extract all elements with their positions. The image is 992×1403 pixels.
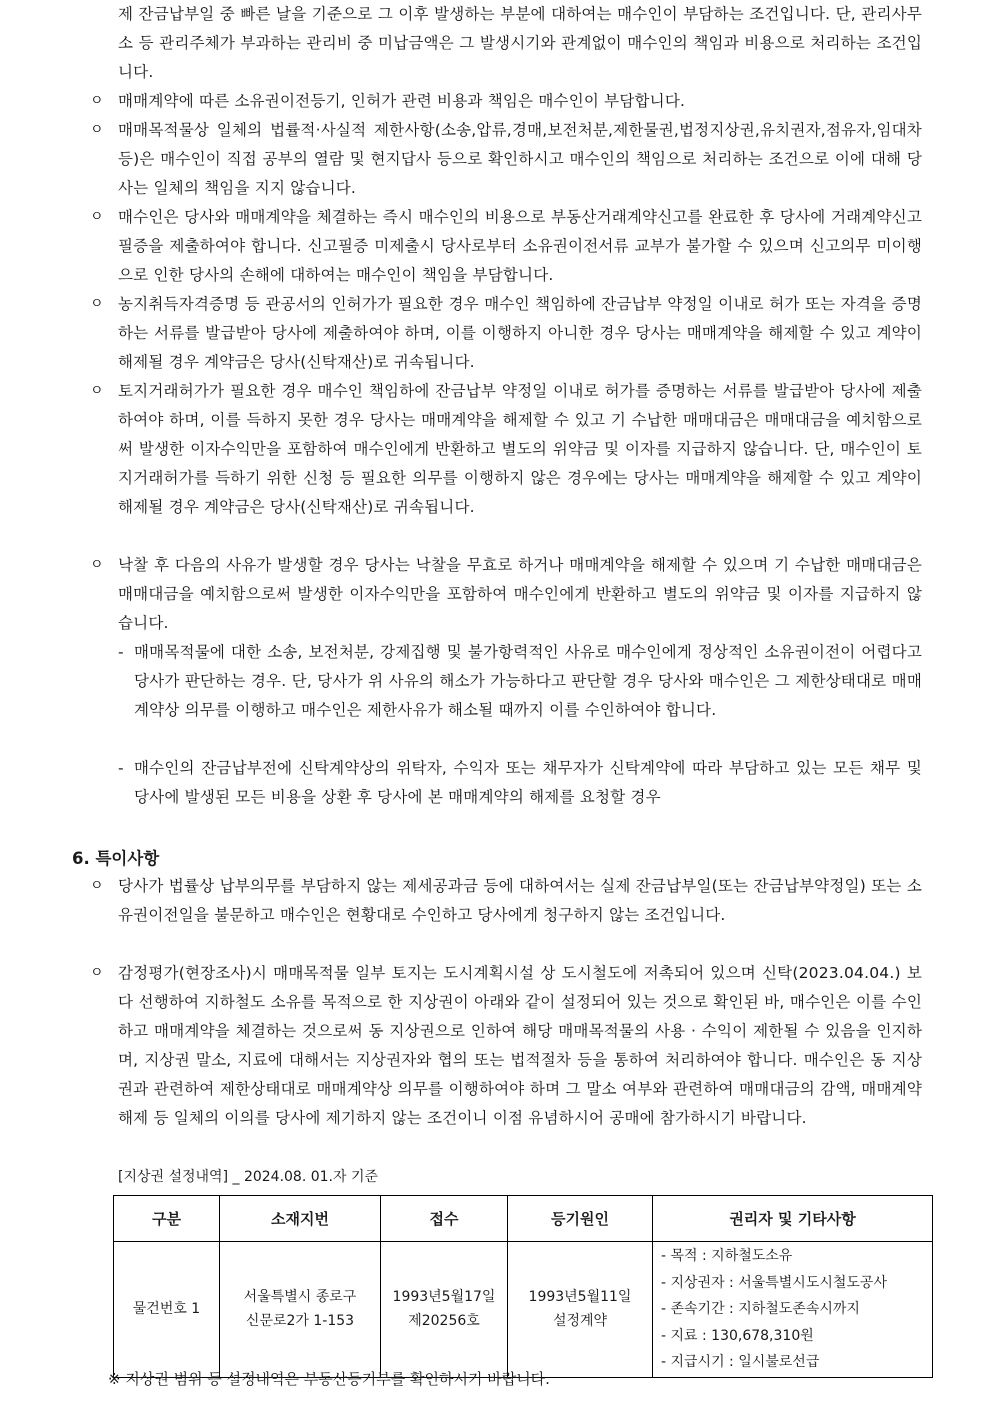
header-rights: 권리자 및 기타사항 [653, 1196, 933, 1242]
rights-item: - 지급시기 : 일시불로선급 [661, 1354, 820, 1370]
dash-marker: - [118, 759, 124, 777]
paragraph-transfer-costs: 매매계약에 따른 소유권이전등기, 인허가 관련 비용과 책임은 매수인이 부담합니다. [118, 92, 686, 110]
cell-category: 물건번호 1 [114, 1242, 220, 1378]
paragraph-farmland-certificate: 농지취득자격증명 등 관공서의 인허가가 필요한 경우 매수인 책임하에 잔금납부 약정일 이내로 허가 또는 자격을 증명하는 서류를 발급받아 당사에 제출하여야 하며, 이를 이행하지 아니한 경우 당사는 매매계약을 해제할 수 있고 계약이 해제될 경우 계약금은 당사(신탁재산)로 귀속됩니다. [118, 295, 922, 371]
subitem-litigation: 매매목적물에 대한 소송, 보전처분, 강제집행 및 불가항력적인 사유로 매수인에게 정상적인 소유권이전이 어렵다고 당사가 판단하는 경우. 단, 당사가 위 사유의 해소가 가능하다고 판단할 경우 당사와 매수인은 그 제한상태대로 매매계약상 의무를 이행하고 매수인은 제한사유가 해소될 때까지 이를 수인하여야 합니다. [134, 643, 922, 719]
receipt-number: 제20256호 [408, 1313, 480, 1330]
footnote: ※ 지상권 범위 등 설정내역은 부동산등기부를 확인하시기 바랍니다. [108, 1370, 550, 1388]
paragraph-transaction-report: 매수인은 당사와 매매계약을 체결하는 즉시 매수인의 비용으로 부동산거래계약신고를 완료한 후 당사에 거래계약신고필증을 제출하여야 합니다. 신고필증 미제출시 당사로부터 소유권이전서류 교부가 불가할 수 있으며 신고의무 미이행으로 인한 당사의 손해에 대하여는 매수인이 책임을 부담합니다. [118, 208, 922, 284]
paragraph-continuation: 제 잔금납부일 중 빠른 날을 기준으로 그 이후 발생하는 부분에 대하여는 매수인이 부담하는 조건입니다. 단, 관리사무소 등 관리주체가 부과하는 관리비 중 미납금액은 그 발생시기와 관계없이 매수인의 책임과 비용으로 처리하는 조건입니다. [118, 5, 922, 81]
rights-item: - 지상권자 : 서울특별시도시철도공사 [661, 1274, 887, 1291]
subitem-trust-repayment: 매수인의 잔금납부전에 신탁계약상의 위탁자, 수익자 또는 채무자가 신탁계약에 따라 부담하고 있는 모든 채무 및 당사에 발생된 모든 비용을 상환 후 당사에 본 매매계약의 해제를 요청할 경우 [134, 759, 922, 806]
paragraph-legal-restrictions: 매매목적물상 일체의 법률적·사실적 제한사항(소송,압류,경매,보전처분,제한물권,법정지상권,유치권자,점유자,임대차 등)은 매수인이 직접 공부의 열람 및 현지답사 등으로 확인하시고 매수인의 책임으로 처리하는 조건으로 이에 대해 당사는 일체의 책임을 지지 않습니다. [118, 121, 922, 197]
bullet-marker: ㅇ [90, 296, 104, 312]
cause-type: 설정계약 [552, 1313, 608, 1330]
header-category: 구분 [114, 1196, 220, 1242]
bullet-marker: ㅇ [90, 557, 104, 573]
cell-receipt [381, 1242, 508, 1378]
table-caption: [지상권 설정내역] _ 2024.08. 01.자 기준 [118, 1169, 379, 1185]
paragraph-superficies: 감정평가(현장조사)시 매매목적물 일부 토지는 도시계획시설 상 도시철도에 저촉되어 있으며 신탁(2023.04.04.) 보다 선행하여 지하철도 소유를 목적으로 한 지상권이 아래와 같이 설정되어 있는 것으로 확인된 바, 매수인은 이를 수인하고 매매계약을 체결하는 것으로써 동 지상권으로 인하여 해당 매매목적물의 사용 · 수익이 제한될 수 있음을 인지하며, 지상권 말소, 지료에 대해서는 지상권자와 협의 또는 법적절차 등을 통하여 처리하여야 합니다. 매수인은 동 지상권과 관련하여 제한상태대로 매매계약상 의무를 이행하여야 하며 그 말소 여부와 관련하여 매매대금의 감액, 매매계약 해제 등 일체의 이의를 당사에 제기하지 않는 조건이니 이점 유념하시어 공매에 참가하시기 바랍니다. [118, 964, 922, 1127]
header-cause: 등기원인 [508, 1196, 653, 1242]
bullet-marker: ㅇ [90, 965, 104, 981]
paragraph-land-permit: 토지거래허가가 필요한 경우 매수인 책임하에 잔금납부 약정일 이내로 허가를 증명하는 서류를 발급받아 당사에 제출하여야 하며, 이를 득하지 못한 경우 당사는 매매계약을 해제할 수 있고 기 수납한 매매대금은 매매대금을 예치함으로써 발생한 이자수익만을 포함하여 매수인에게 반환하고 별도의 위약금 및 이자를 지급하지 않습니다. 단, 매수인이 토지거래허가를 득하기 위한 신청 등 필요한 의무를 이행하지 않은 경우에는 당사는 매매계약을 해제할 수 있고 계약이 해제될 경우 계약금은 당사(신탁재산)로 귀속됩니다. [118, 382, 922, 516]
cell-rights [653, 1242, 933, 1378]
dash-marker: - [118, 643, 124, 661]
header-receipt: 접수 [381, 1196, 508, 1242]
bullet-marker: ㅇ [90, 383, 104, 399]
cell-cause [508, 1242, 653, 1378]
rights-item: - 존속기간 : 지하철도존속시까지 [661, 1301, 860, 1317]
table-row [114, 1242, 933, 1378]
cause-date: 1993년5월11일 [528, 1289, 632, 1306]
bullet-marker: ㅇ [90, 878, 104, 894]
superficies-table [113, 1195, 933, 1378]
table-header-row [114, 1196, 933, 1242]
paragraph-taxes: 당사가 법률상 납부의무를 부담하지 않는 제세공과금 등에 대하여서는 실제 잔금납부일(또는 잔금납부약정일) 또는 소유권이전일을 불문하고 매수인은 현황대로 수인하고 당사에게 청구하지 않는 조건입니다. [118, 877, 922, 924]
header-address: 소재지번 [220, 1196, 381, 1242]
address-line: 서울특별시 종로구 [243, 1289, 357, 1306]
address-line: 신문로2가 1-153 [245, 1313, 355, 1330]
receipt-date: 1993년5월17일 [392, 1289, 496, 1306]
cell-address [220, 1242, 381, 1378]
bullet-marker: ㅇ [90, 122, 104, 138]
bullet-marker: ㅇ [90, 93, 104, 109]
section-heading: 6. 특이사항 [72, 849, 160, 868]
rights-item: - 목적 : 지하철도소유 [661, 1248, 793, 1264]
rights-item: - 지료 : 130,678,310원 [661, 1327, 814, 1344]
bullet-marker: ㅇ [90, 209, 104, 225]
paragraph-bid-cancellation: 낙찰 후 다음의 사유가 발생할 경우 당사는 낙찰을 무효로 하거나 매매계약을 해제할 수 있으며 기 수납한 매매대금은 매매대금을 예치함으로써 발생한 이자수익만을 포함하여 매수인에게 반환하고 별도의 위약금 및 이자를 지급하지 않습니다. [118, 556, 922, 632]
